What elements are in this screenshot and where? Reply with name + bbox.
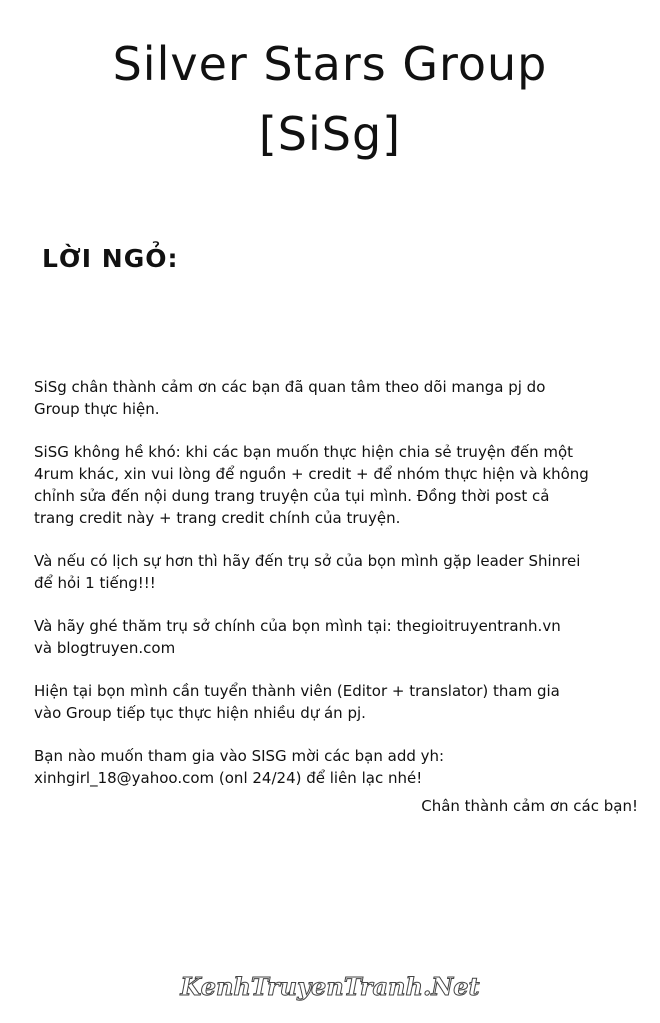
- paragraph-recruitment: Hiện tại bọn mình cần tuyển thành viên (Editor + translator) tham gia vào Group tiếp tục thực hiện nhiều dự án pj.: [34, 682, 560, 722]
- paragraph-courtesy: Và nếu có lịch sự hơn thì hãy đến trụ sở của bọn mình gặp leader Shinrei để hỏi 1 tiếng!!!: [34, 552, 581, 592]
- group-abbreviation: [SiSg]: [258, 107, 402, 161]
- paragraph-contact: Bạn nào muốn tham gia vào SISG mời các bạn add yh: xinhgirl_18@yahoo.com (onl 24/24) để liên lạc nhé!: [34, 747, 445, 787]
- site-watermark: KenhTruyenTranh.Net: [180, 972, 480, 1001]
- group-title: Silver Stars Group: [112, 37, 548, 91]
- section-heading: LỜI NGỎ:: [42, 244, 179, 273]
- closing-line: Chân thành cảm ơn các bạn!: [421, 797, 638, 815]
- paragraph-headquarters: Và hãy ghé thăm trụ sở chính của bọn mình tại: thegioitruyentranh.vn và blogtruyen.com: [34, 617, 561, 657]
- paragraph-thanks: SiSg chân thành cảm ơn các bạn đã quan tâm theo dõi manga pj do Group thực hiện.: [34, 378, 546, 418]
- message-body: [34, 376, 634, 810]
- paragraph-sharing-rules: SiSG không hề khó: khi các bạn muốn thực hiện chia sẻ truyện đến một 4rum khác, xin vui lòng để nguồn + credit + để nhóm thực hiện và không chỉnh sửa đến nội dung trang truyện của tụi mình. Đồng thời post cả trang credit này + trang credit chính của truyện.: [34, 443, 589, 527]
